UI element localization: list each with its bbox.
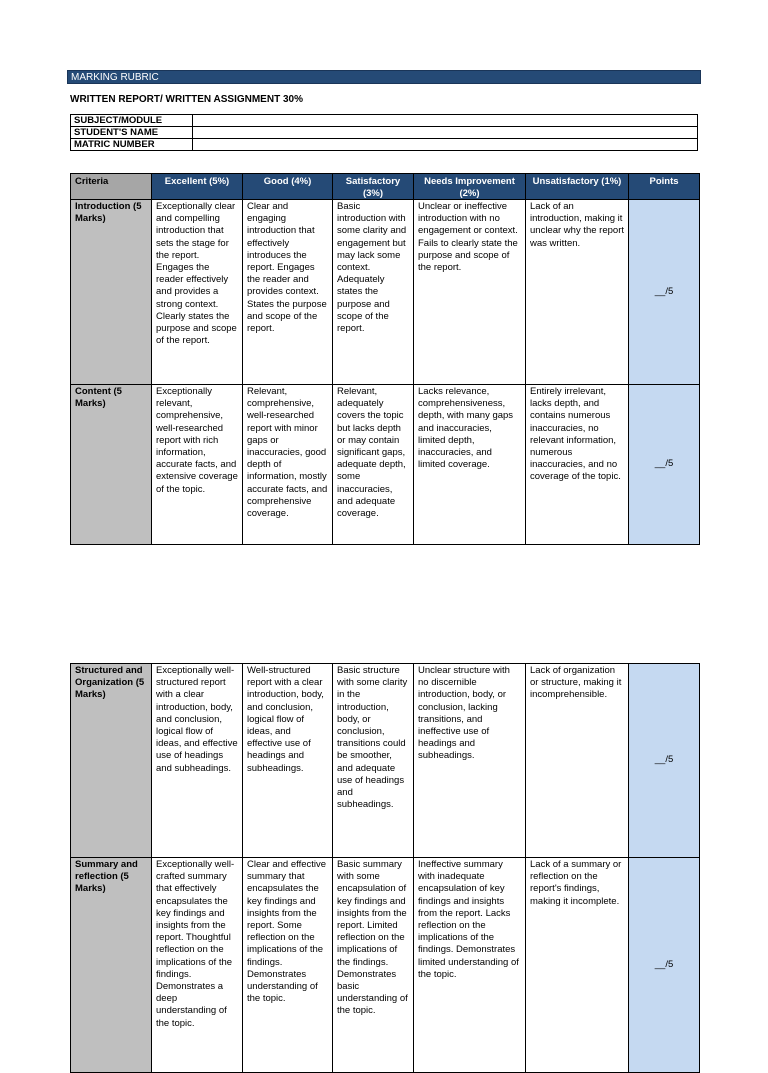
- rubric-row-structure: [71, 664, 700, 858]
- descriptor-satisfactory: Basic introduction with some clarity and engagement but may lack some context. Adequately states the purpose and scope of the report.: [333, 200, 414, 385]
- descriptor-needs-improvement: Lacks relevance, comprehensiveness, depth, with many gaps and inaccuracies, limited depth, inaccuracies, and limited coverage.: [414, 385, 526, 545]
- points-field[interactable]: __/5: [629, 664, 700, 858]
- descriptor-excellent: Exceptionally clear and compelling introduction that sets the stage for the report. Engages the reader effectively and provides a strong context. Clearly states the purpose and scope of the report.: [152, 200, 243, 385]
- column-header-satisfactory: Satisfactory (3%): [333, 174, 414, 200]
- student-info-table: [70, 114, 698, 151]
- points-field[interactable]: __/5: [629, 858, 700, 1073]
- descriptor-satisfactory: Basic summary with some encapsulation of key findings and insights from the report. Limited reflection on the implications of the findings. Demonstrates basic understanding of the topic.: [333, 858, 414, 1073]
- rubric-header-row: [71, 174, 700, 200]
- criteria-cell: Structured and Organization (5 Marks): [71, 664, 152, 858]
- column-header-points: Points: [629, 174, 700, 200]
- column-header-needs-improvement: Needs Improvement (2%): [414, 174, 526, 200]
- descriptor-satisfactory: Basic structure with some clarity in the introduction, body, or conclusion, transitions could be smoother, and adequate use of headings and subheadings.: [333, 664, 414, 858]
- descriptor-good: Well-structured report with a clear introduction, body, and conclusion, logical flow of ideas, and effective use of headings and subheadings.: [243, 664, 333, 858]
- descriptor-unsatisfactory: Entirely irrelevant, lacks depth, and contains numerous inaccuracies, no relevant information, numerous inaccuracies, and no coverage of the topic.: [526, 385, 629, 545]
- info-label: STUDENT'S NAME: [71, 127, 193, 139]
- column-header-unsatisfactory: Unsatisfactory (1%): [526, 174, 629, 200]
- info-label: SUBJECT/MODULE: [71, 115, 193, 127]
- matric-number-field[interactable]: [193, 139, 698, 151]
- rubric-table-page1: [70, 173, 700, 545]
- descriptor-good: Clear and effective summary that encapsulates the key findings and insights from the report. Some reflection on the implications of the findings. Demonstrates understanding of the topic.: [243, 858, 333, 1073]
- descriptor-excellent: Exceptionally relevant, comprehensive, well-researched report with rich information, accurate facts, and extensive coverage of the topic.: [152, 385, 243, 545]
- descriptor-needs-improvement: Unclear or ineffective introduction with no engagement or context. Fails to clearly state the purpose and scope of the report.: [414, 200, 526, 385]
- criteria-cell: Summary and reflection (5 Marks): [71, 858, 152, 1073]
- student-name-field[interactable]: [193, 127, 698, 139]
- descriptor-needs-improvement: Unclear structure with no discernible introduction, body, or conclusion, lacking transitions, and ineffective use of headings and subheadings.: [414, 664, 526, 858]
- criteria-cell: Introduction (5 Marks): [71, 200, 152, 385]
- points-field[interactable]: __/5: [629, 200, 700, 385]
- descriptor-good: Relevant, comprehensive, well-researched report with minor gaps or inaccuracies, good depth of information, mostly accurate facts, and comprehensive coverage.: [243, 385, 333, 545]
- info-label: MATRIC NUMBER: [71, 139, 193, 151]
- descriptor-excellent: Exceptionally well-crafted summary that effectively encapsulates the key findings and insights from the report. Thoughtful reflection on the implications of the findings. Demonstrates a deep understanding of the topic.: [152, 858, 243, 1073]
- descriptor-good: Clear and engaging introduction that effectively introduces the report. Engages the reader and provides context. States the purpose and scope of the report.: [243, 200, 333, 385]
- points-field[interactable]: __/5: [629, 385, 700, 545]
- descriptor-unsatisfactory: Lack of organization or structure, making it incomprehensible.: [526, 664, 629, 858]
- column-header-excellent: Excellent (5%): [152, 174, 243, 200]
- descriptor-needs-improvement: Ineffective summary with inadequate encapsulation of key findings and insights from the report. Lacks reflection on the implications of the findings. Demonstrates limited understanding of the topic.: [414, 858, 526, 1073]
- column-header-criteria: Criteria: [71, 174, 152, 200]
- rubric-table-page2: [70, 663, 700, 1073]
- descriptor-excellent: Exceptionally well-structured report with a clear introduction, body, and conclusion, logical flow of ideas, and effective use of headings and subheadings.: [152, 664, 243, 858]
- rubric-row-summary: [71, 858, 700, 1073]
- rubric-header-bar: MARKING RUBRIC: [67, 70, 701, 84]
- descriptor-unsatisfactory: Lack of a summary or reflection on the report's findings, making it incomplete.: [526, 858, 629, 1073]
- subject-field[interactable]: [193, 115, 698, 127]
- descriptor-unsatisfactory: Lack of an introduction, making it unclear why the report was written.: [526, 200, 629, 385]
- criteria-cell: Content (5 Marks): [71, 385, 152, 545]
- info-row-subject: [71, 115, 698, 127]
- info-row-matric: [71, 139, 698, 151]
- rubric-row-content: [71, 385, 700, 545]
- rubric-row-introduction: [71, 200, 700, 385]
- info-row-student-name: [71, 127, 698, 139]
- column-header-good: Good (4%): [243, 174, 333, 200]
- document-title: WRITTEN REPORT/ WRITTEN ASSIGNMENT 30%: [70, 94, 303, 105]
- descriptor-satisfactory: Relevant, adequately covers the topic but lacks depth or may contain significant gaps, adequate depth, some inaccuracies, and adequate coverage.: [333, 385, 414, 545]
